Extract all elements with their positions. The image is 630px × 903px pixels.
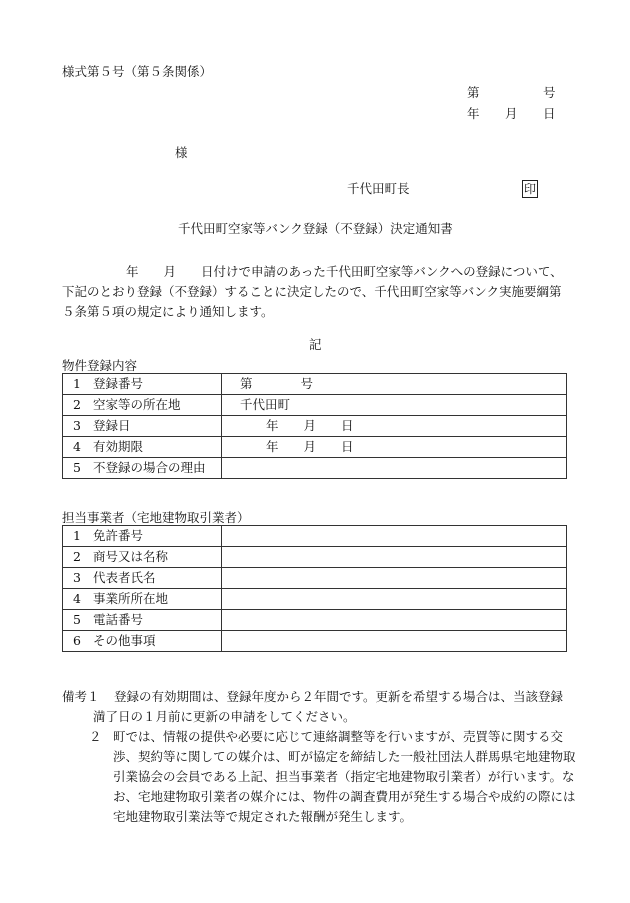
row-number: 3: [73, 569, 81, 585]
row-number: 6: [73, 632, 81, 648]
row-number: 1: [73, 375, 81, 391]
row-value: [222, 610, 567, 631]
table-row: [63, 374, 567, 395]
table-row: [63, 589, 567, 610]
number-prefix: 第: [467, 85, 480, 100]
reason-value: [222, 458, 567, 479]
form-number: 様式第５号（第５条関係）: [62, 64, 213, 79]
row-value: [222, 568, 567, 589]
date-year: 年: [266, 438, 279, 454]
table-row: [63, 416, 567, 437]
row-value: [222, 631, 567, 652]
date-month: 月: [505, 106, 518, 121]
row-label: 不登録の場合の理由: [93, 459, 206, 475]
note-2-line-4: お、宅地建物取引業者の媒介には、物件の調査費用が発生する場合や成約の際には: [113, 789, 576, 804]
row-number: 2: [73, 548, 81, 564]
row-number: 5: [73, 611, 81, 627]
notes-heading: 備考１: [62, 689, 100, 704]
body-paragraph: [62, 262, 570, 322]
row-label: 登録番号: [93, 375, 144, 391]
recipient-suffix: 様: [175, 145, 188, 160]
note-number: ２: [89, 729, 102, 744]
table-row: [63, 610, 567, 631]
row-label: 空家等の所在地: [93, 396, 181, 412]
row-label: 登録日: [93, 417, 131, 433]
row-value: [222, 589, 567, 610]
sender-name: 千代田町長: [347, 181, 410, 196]
table-row: [63, 458, 567, 479]
date-year: 年: [266, 417, 279, 433]
table-row: [63, 395, 567, 416]
row-value: [222, 526, 567, 547]
location-town: 千代田町: [240, 396, 291, 412]
note-2-line-2: 渉、契約等に関しての媒介は、町が協定を締結した一般社団法人群馬県宅地建物取: [113, 749, 576, 764]
reg-number-suffix: 号: [300, 375, 314, 391]
table-row: [63, 547, 567, 568]
reg-number-prefix: 第: [240, 375, 253, 391]
row-number: 4: [73, 590, 81, 606]
ki-heading: 記: [309, 337, 322, 352]
date-day: 日: [341, 438, 354, 454]
note-2-line-1: [62, 727, 572, 747]
row-label: その他事項: [93, 632, 156, 648]
date-year: 年: [467, 106, 480, 121]
row-label: 電話番号: [93, 611, 144, 627]
note-text: 町では、情報の提供や必要に応じて連絡調整等を行いますが、売買等に関する交: [113, 729, 564, 744]
note-1-line-2: 満了日の１月前に更新の申請をしてください。: [93, 709, 356, 724]
document-title: 千代田町空家等バンク登録（不登録）決定通知書: [178, 221, 453, 236]
property-table: [62, 373, 567, 479]
agent-table: [62, 525, 567, 652]
note-1-line-1: [62, 687, 572, 707]
seal-stamp: 印: [524, 182, 537, 196]
table-row: [63, 568, 567, 589]
body-line-2: 下記のとおり登録（不登録）することに決定したので、千代田町空家等バンク実施要綱第: [62, 284, 562, 299]
body-line-3: ５条第５項の規定により通知します。: [62, 304, 274, 319]
table-row: [63, 631, 567, 652]
row-number: 5: [73, 459, 81, 475]
date-day: 日: [543, 106, 556, 121]
row-number: 3: [73, 417, 81, 433]
row-number: 2: [73, 396, 81, 412]
row-value: [222, 547, 567, 568]
row-label: 有効期限: [93, 438, 144, 454]
number-suffix: 号: [543, 85, 556, 100]
row-number: 4: [73, 438, 81, 454]
date-day: 日: [341, 417, 354, 433]
table-row: [63, 526, 567, 547]
date-month: 月: [303, 417, 317, 433]
property-section-title: 物件登録内容: [62, 358, 138, 373]
date-month: 月: [303, 438, 317, 454]
note-2-line-5: 宅地建物取引業法等で規定された報酬が発生します。: [113, 809, 413, 824]
body-line-1: 年 月 日付けで申請のあった千代田町空家等バンクへの登録について、: [126, 264, 563, 279]
notes-section: [62, 687, 576, 827]
row-label: 代表者氏名: [93, 569, 156, 585]
row-label: 免許番号: [93, 527, 144, 543]
row-label: 商号又は名称: [93, 548, 169, 564]
agent-section-title: 担当事業者（宅地建物取引業者）: [62, 510, 250, 525]
row-number: 1: [73, 527, 81, 543]
note-text: 登録の有効期間は、登録年度から２年間です。更新を希望する場合は、当該登録: [114, 689, 564, 704]
row-label: 事業所所在地: [93, 590, 169, 606]
table-row: [63, 437, 567, 458]
note-2-line-3: 引業協会の会員である上記、担当事業者（指定宅地建物取引業者）が行います。な: [113, 769, 575, 784]
